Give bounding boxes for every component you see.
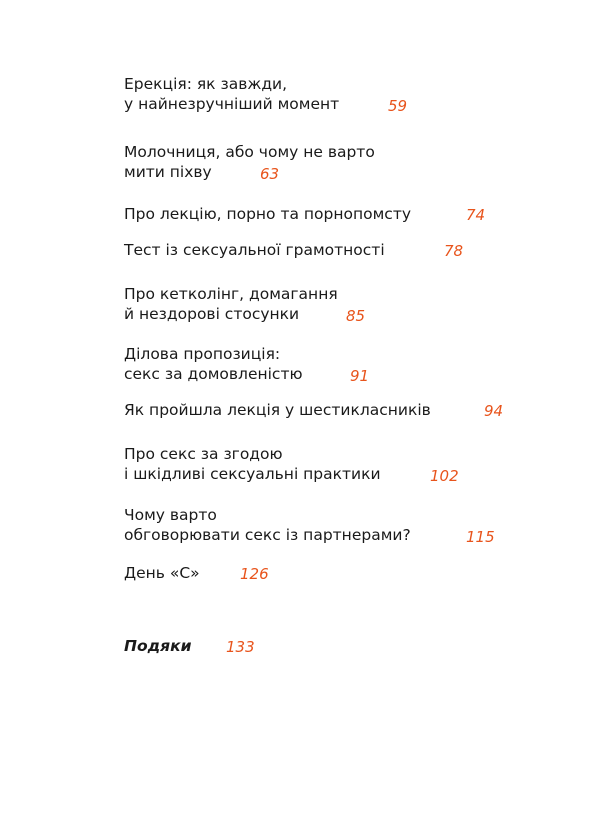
toc-page-number: 85 — [346, 307, 366, 325]
toc-entry-title-line: й нездорові стосунки — [124, 305, 300, 323]
toc-page-number: 126 — [240, 565, 269, 583]
toc-page-number: 59 — [388, 97, 408, 115]
toc-page-number: 115 — [466, 528, 495, 546]
toc-entry-thrush[interactable] — [124, 142, 375, 182]
toc-entry-title-line: Про кетколінг, домагання — [124, 285, 338, 303]
toc-entry-sixth-graders[interactable] — [124, 400, 504, 420]
toc-page-number: 133 — [226, 638, 255, 656]
toc-entry-business-proposal[interactable] — [124, 344, 370, 385]
toc-entry-title-line: Як пройшла лекція у шестикласників — [124, 401, 431, 419]
toc-entry-lecture-porn[interactable] — [124, 204, 486, 224]
toc-entry-title-line: Тест із сексуальної грамотності — [124, 241, 385, 259]
toc-entry-acknowledgements[interactable] — [124, 636, 255, 656]
toc-entry-title-line: і шкідливі сексуальні практики — [124, 465, 381, 483]
toc-page-number: 91 — [350, 367, 370, 385]
toc-page-number: 74 — [466, 206, 486, 224]
toc-entry-title-line: у найнезручніший момент — [124, 95, 340, 113]
toc-entry-title-line: Про лекцію, порно та порнопомсту — [124, 205, 412, 223]
toc-page-number: 102 — [430, 467, 459, 485]
toc-entry-erection[interactable] — [124, 74, 408, 115]
toc-entry-title-line: День «С» — [124, 564, 200, 582]
toc-entry-literacy-test[interactable] — [124, 240, 464, 260]
toc-page-number: 63 — [260, 165, 280, 183]
toc-entry-title-line: Подяки — [124, 637, 192, 655]
toc-entry-title-line: секс за домовленістю — [124, 365, 303, 383]
toc-entry-catcalling[interactable] — [124, 284, 366, 325]
toc-entry-title-line: Чому варто — [124, 506, 217, 524]
toc-entry-title-line: Ерекція: як завжди, — [124, 75, 288, 93]
toc-entry-title-line: Ділова пропозиція: — [124, 345, 281, 363]
toc-page-number: 78 — [444, 242, 464, 260]
toc-entry-title-line: Молочниця, або чому не варто — [124, 143, 375, 161]
toc-entry-title-line: Про секс за згодою — [124, 445, 283, 463]
toc-entry-discuss-with-partners[interactable] — [124, 505, 495, 546]
toc-page-number: 94 — [484, 402, 504, 420]
toc-entry-consent[interactable] — [124, 444, 459, 485]
toc-entry-day-s[interactable] — [124, 563, 269, 583]
toc-entry-title-line: обговорювати секс із партнерами? — [124, 526, 411, 544]
toc-entry-title-line: мити піхву — [124, 163, 212, 181]
